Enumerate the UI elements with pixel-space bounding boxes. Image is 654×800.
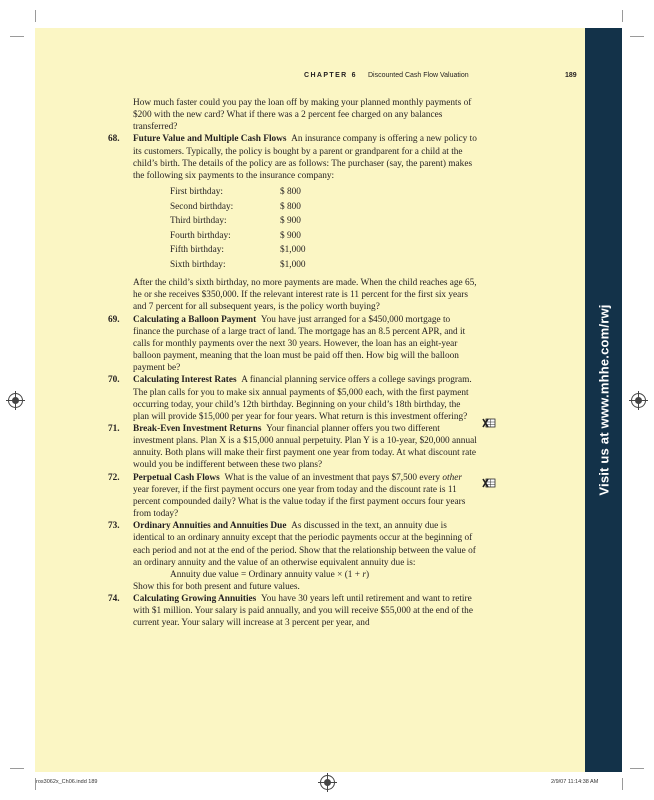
problem-69 [108,314,478,375]
problem-text: Calculating Interest Rates A financial planning service offers a college savings program. The plan calls for you to make six annual payments of $5,000 each, with the first payment occurring today, your child’s 12th birthday. Beginning on your child’s 18th birthday, the plan will provide $15,000 per year for four years. What return is this investment offering? [133,375,472,422]
excel-spreadsheet-icon [482,418,496,428]
registration-mark [631,393,646,408]
problem-number: 69. [108,314,120,325]
crop-mark [35,10,36,22]
problem-title: Calculating Growing Annuities [133,594,257,605]
problem-text: Ordinary Annuities and Annuities Due As discussed in the text, an annuity due is identical to an ordinary annuity except that the periodic payments occur at the beginning of each period and not at the end of the period. Show that the relationship between the value of an ordinary annuity and the value of an otherwise equivalent annuity due is: [133,521,476,568]
problem-number: 68. [108,134,120,145]
problem-68 [108,133,478,313]
chapter-number: 6 [351,72,357,79]
problem-title: Perpetual Cash Flows [133,472,220,483]
crop-mark [622,10,623,22]
chapter-title: Discounted Cash Flow Valuation [368,72,469,79]
crop-mark [622,778,623,790]
annuity-equation: Annuity due value = Ordinary annuity value × (1 + r) [170,569,370,580]
problem-followup: After the child’s sixth birthday, no more payments are made. When the child reaches age 65, he or she receives $350,000. If the relevant interest rate is 11 percent for the first six years and 7 percent for all subsequent years, is the policy worth buying? [133,278,477,313]
problem-73 [108,520,478,593]
registration-mark [8,393,23,408]
problem-number: 71. [108,423,120,434]
problem-70 [108,374,478,423]
problem-title: Future Value and Multiple Cash Flows [133,134,287,145]
crop-mark [10,36,24,37]
problem-text: Break-Even Investment Returns Your financial planner offers you two different investment plans. Plan X is a $15,000 annual perpetuity. Plan Y is a 10-year, $20,000 annual annuity. Both plans will make their first payment one year from today. At what discount rate would you be indifferent between these two plans? [133,423,477,471]
crop-mark [630,768,644,769]
table-row: First birthday: $ 800 [170,187,301,198]
problem-text: Calculating a Balloon Payment You have just arranged for a $450,000 mortgage to finance the purchase of a large tract of land. The mortgage has an 8.5 percent APR, and it calls for monthly payments over the next 30 years. However, the loan has an eight-year balloon payment, meaning that the loan must be paid off then. How big will the balloon payment be? [133,314,466,374]
intro-paragraph: How much faster could you pay the loan off by making your planned monthly payments of $200 with the new card? What if there was a 2 percent fee charged on any balances transferred? [133,98,472,133]
problem-number: 73. [108,521,120,532]
table-row: Fifth birthday: $1,000 [170,245,306,256]
problem-text: Future Value and Multiple Cash Flows An insurance company is offering a new policy to its customers. Typically, the policy is bought by a parent or grandparent for a child at the child’s birth. The details of the policy are as follows: The purchaser (say, the parent) makes the following six payments to the insurance company: [133,134,477,181]
table-row: Third birthday: $ 900 [170,216,301,227]
table-row: Fourth birthday: $ 900 [170,230,301,241]
problem-title: Break-Even Investment Returns [133,423,262,434]
emphasis-text: other [442,472,462,483]
crop-mark [10,768,24,769]
problem-72 [108,472,478,521]
payments-table [170,186,306,273]
problem-followup: Show this for both present and future values. [133,582,300,592]
registration-mark [320,775,335,790]
problem-71 [108,423,478,472]
running-header [0,72,654,84]
crop-mark [630,36,644,37]
problem-text: Perpetual Cash Flows What is the value of an investment that pays $7,500 every other year forever, if the first payment occurs one year from today and the discount rate is 11 percent compounded daily? What is the value today if the first payment occurs four years from today? [133,472,466,520]
problem-number: 70. [108,375,120,386]
problem-title: Calculating Interest Rates [133,375,237,386]
table-row: Sixth birthday: $1,000 [170,259,306,270]
page-body [108,97,478,630]
problem-number: 74. [108,594,120,605]
excel-spreadsheet-icon [482,478,496,488]
footer-filename: ros3062x_Ch06.indd 189 [36,779,98,785]
page-number: 189 [565,72,577,79]
problem-text: Calculating Growing Annuities You have 30 years left until retirement and want to retire with $1 million. Your salary is paid annually, and you will receive $55,000 at the end of the current year. Your salary will increase at 3 percent per year, and [133,594,473,629]
chapter-label: CHAPTER 6 [304,72,357,79]
problem-number: 72. [108,472,120,483]
footer-timestamp: 2/9/07 11:14:38 AM [551,779,599,785]
problem-title: Ordinary Annuities and Annuities Due [133,521,287,532]
sidebar-url-text: Visit us at www.mhhe.com/rwj [596,304,612,496]
problem-title: Calculating a Balloon Payment [133,314,257,325]
problem-74 [108,593,478,629]
table-row: Second birthday: $ 800 [170,201,301,212]
